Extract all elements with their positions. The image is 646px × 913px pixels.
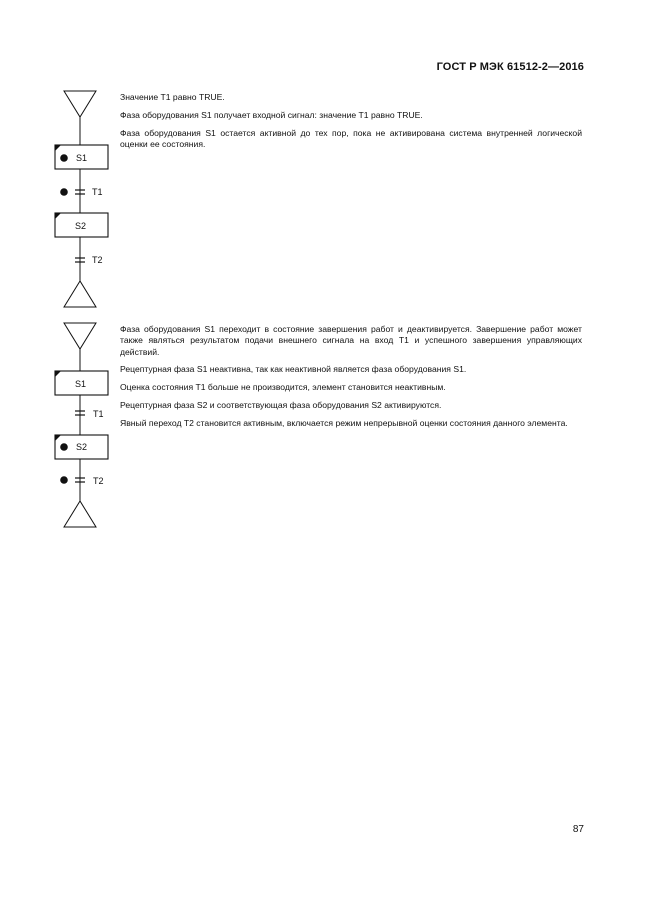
page-number: 87 xyxy=(572,824,584,835)
step-s2-active-dot xyxy=(60,443,68,451)
step-s1-label: S1 xyxy=(76,153,88,163)
section-1-text xyxy=(120,92,582,157)
transition-t1-label: T1 xyxy=(92,187,103,197)
paragraph: Рецептурная фаза S2 и соответствующая фаза оборудования S2 активируются. xyxy=(120,399,442,410)
sfc-diagram-1 xyxy=(50,88,120,318)
paragraph: Фаза оборудования S1 остается активной до тех пор, пока не активирована система внутренней логической оценки ее состояния. xyxy=(120,127,582,149)
end-triangle xyxy=(64,281,96,307)
step-corner-mark xyxy=(55,371,61,377)
paragraph: Фаза оборудования S1 переходит в состояние завершения работ и деактивируется. Завершение работ может также являться результатом подачи внешнего сигнала на вход T1 и успешного завершения управляющих действий. xyxy=(120,324,582,357)
document-header: ГОСТ Р МЭК 61512-2—2016 xyxy=(436,61,584,73)
transition-t1-active-dot xyxy=(60,188,68,196)
paragraph: Значение T1 равно TRUE. xyxy=(120,92,225,102)
start-triangle xyxy=(64,91,96,117)
paragraph: Фаза оборудования S1 получает входной сигнал: значение T1 равно TRUE. xyxy=(120,109,423,120)
section-2-text xyxy=(120,324,582,436)
step-corner-mark xyxy=(55,435,61,441)
step-s1-label: S1 xyxy=(75,379,87,389)
step-s1-active-dot xyxy=(60,154,68,162)
step-s2-label: S2 xyxy=(76,442,88,452)
step-corner-mark xyxy=(55,213,61,219)
paragraph: Явный переход T2 становится активным, включается режим непрерывной оценки состояния данного элемента. xyxy=(120,417,568,428)
end-triangle xyxy=(64,501,96,527)
transition-t1-label: T1 xyxy=(93,409,104,419)
paragraph: Рецептурная фаза S1 неактивна, так как неактивной является фаза оборудования S1. xyxy=(120,364,467,375)
start-triangle xyxy=(64,323,96,349)
step-corner-mark xyxy=(55,145,61,151)
transition-t2-active-dot xyxy=(60,476,68,484)
step-s2-label: S2 xyxy=(75,221,87,231)
transition-t2-label: T2 xyxy=(93,476,104,486)
paragraph: Оценка состояния T1 больше не производится, элемент становится неактивным. xyxy=(120,382,446,393)
sfc-diagram-2 xyxy=(50,320,120,540)
transition-t2-label: T2 xyxy=(92,255,103,265)
